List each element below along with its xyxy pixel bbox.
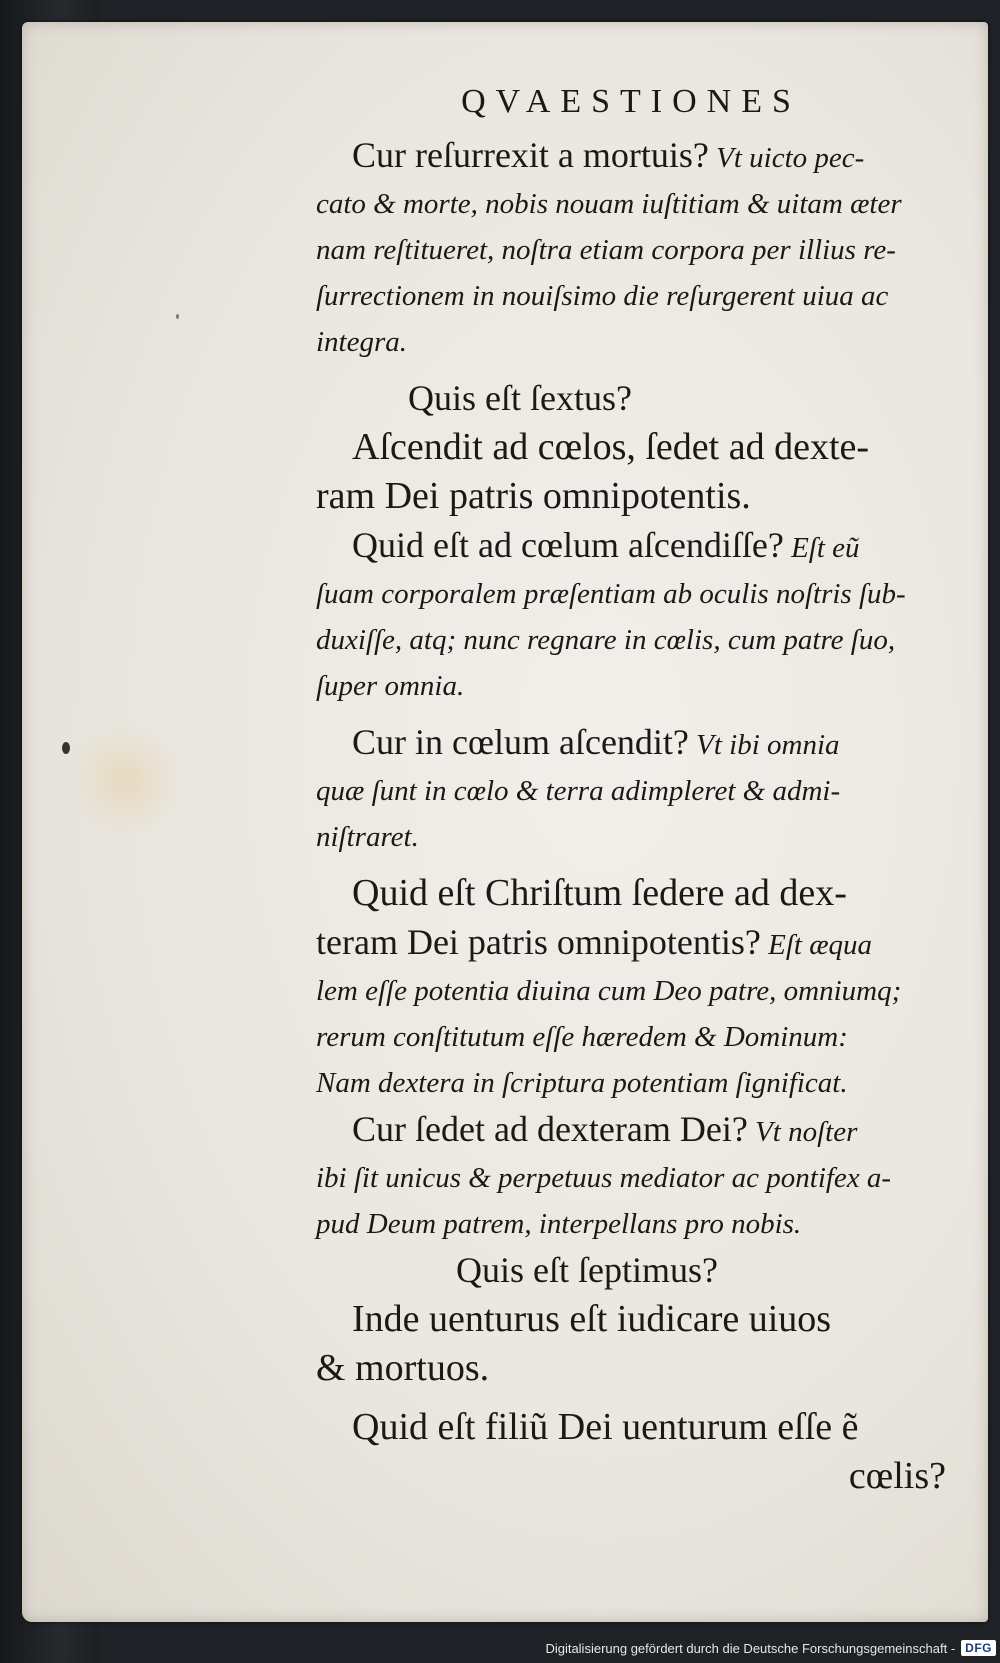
- text-line: [316, 816, 946, 862]
- footer-credit: Digitalisierung gefördert durch die Deutsche Forschungsgemeinschaft -: [545, 1640, 956, 1656]
- answer-text: Nam dextera in ſcriptura potentiam ſignificat.: [316, 1067, 848, 1099]
- question-text: ram Dei patris omnipotentis.: [316, 475, 751, 517]
- text-line: [316, 921, 946, 970]
- answer-text: integra.: [316, 326, 408, 358]
- text-line: [316, 1298, 946, 1347]
- text-line: [316, 183, 946, 229]
- text-line: [316, 1406, 946, 1455]
- question-text: Cur reſurrexit a mortuis?: [352, 135, 709, 175]
- answer-text: duxiſſe, atq; nunc regnare in cœlis, cum patre ſuo,: [316, 624, 896, 656]
- text-line: [316, 665, 946, 711]
- question-text: Cur in cœlum aſcendit?: [352, 722, 689, 762]
- text-line: [316, 1062, 946, 1108]
- text-line: [316, 524, 946, 573]
- question-text: Quid eſt filiũ Dei uenturum eſſe ẽ: [352, 1406, 859, 1448]
- text-line: [316, 619, 946, 665]
- question-text: Inde uenturus eſt iudicare uiuos: [352, 1298, 832, 1340]
- dfg-logo-icon: DFG: [961, 1640, 996, 1656]
- answer-text: Eſt eũ: [783, 532, 860, 564]
- text-line: [316, 1455, 946, 1504]
- text-line: [316, 229, 946, 275]
- question-text: Quid eſt ad cœlum aſcendiſſe?: [352, 525, 784, 565]
- answer-text: ſurrectionem in nouiſsimo die reſurgerent uiua ac: [316, 280, 889, 312]
- question-text: cœlis?: [848, 1455, 946, 1497]
- text-line: [316, 475, 946, 524]
- answer-text: cato & morte, nobis nouam iuſtitiam & uitam æter: [316, 188, 902, 220]
- answer-text: ibi ſit unicus & perpetuus mediator ac pontifex a-: [316, 1162, 892, 1194]
- answer-text: niſtraret.: [316, 821, 419, 853]
- ink-speck: [176, 314, 179, 319]
- question-text: Quis eſt ſextus?: [408, 378, 632, 418]
- text-line: [316, 377, 946, 426]
- answer-text: lem eſſe potentia diuina cum Deo patre, omniumq;: [316, 975, 902, 1007]
- answer-text: nam reſtitueret, noſtra etiam corpora per illius re-: [316, 234, 896, 266]
- text-lines: [316, 134, 946, 1504]
- question-text: teram Dei patris omnipotentis?: [316, 922, 761, 962]
- text-line: [316, 721, 946, 770]
- answer-text: ſuper omnia.: [316, 670, 465, 702]
- text-line: [316, 770, 946, 816]
- question-text: Quis eſt ſeptimus?: [456, 1250, 718, 1290]
- text-line: [316, 872, 946, 921]
- question-text: Cur ſedet ad dexteram Dei?: [352, 1109, 748, 1149]
- answer-text: Vt uicto pec-: [708, 142, 865, 174]
- page-text: [316, 80, 946, 1504]
- text-line: [316, 1108, 946, 1157]
- text-line: [316, 970, 946, 1016]
- question-text: Aſcendit ad cœlos, ſedet ad dexte-: [352, 426, 870, 468]
- text-line: [316, 275, 946, 321]
- question-text: Quid eſt Chriſtum ſedere ad dex-: [352, 872, 847, 914]
- text-line: [316, 1203, 946, 1249]
- answer-text: Vt ibi omnia: [688, 729, 840, 761]
- text-line: [316, 426, 946, 475]
- paragraph-gap: [316, 862, 946, 872]
- text-line: [316, 1016, 946, 1062]
- text-line: [316, 573, 946, 619]
- paragraph-gap: [316, 367, 946, 377]
- question-text: & mortuos.: [316, 1347, 490, 1389]
- paper-stain: [70, 720, 180, 840]
- paragraph-gap: [316, 1396, 946, 1406]
- text-line: [316, 134, 946, 183]
- answer-text: ſuam corporalem præſentiam ab oculis noſtris ſub-: [316, 578, 906, 610]
- answer-text: quæ ſunt in cœlo & terra adimpleret & admi-: [316, 775, 841, 807]
- answer-text: Eſt æqua: [760, 929, 873, 961]
- answer-text: pud Deum patrem, interpellans pro nobis.: [316, 1208, 802, 1240]
- digitization-footer: [545, 1635, 996, 1661]
- text-line: [316, 1157, 946, 1203]
- answer-text: Vt noſter: [747, 1116, 858, 1148]
- paragraph-gap: [316, 711, 946, 721]
- text-line: [316, 1249, 946, 1298]
- text-line: [316, 1347, 946, 1396]
- running-head: QVAESTIONES: [461, 83, 801, 120]
- text-line: [316, 321, 946, 367]
- answer-text: rerum conſtitutum eſſe hæredem & Dominum:: [316, 1021, 848, 1053]
- ink-speck: [62, 742, 70, 754]
